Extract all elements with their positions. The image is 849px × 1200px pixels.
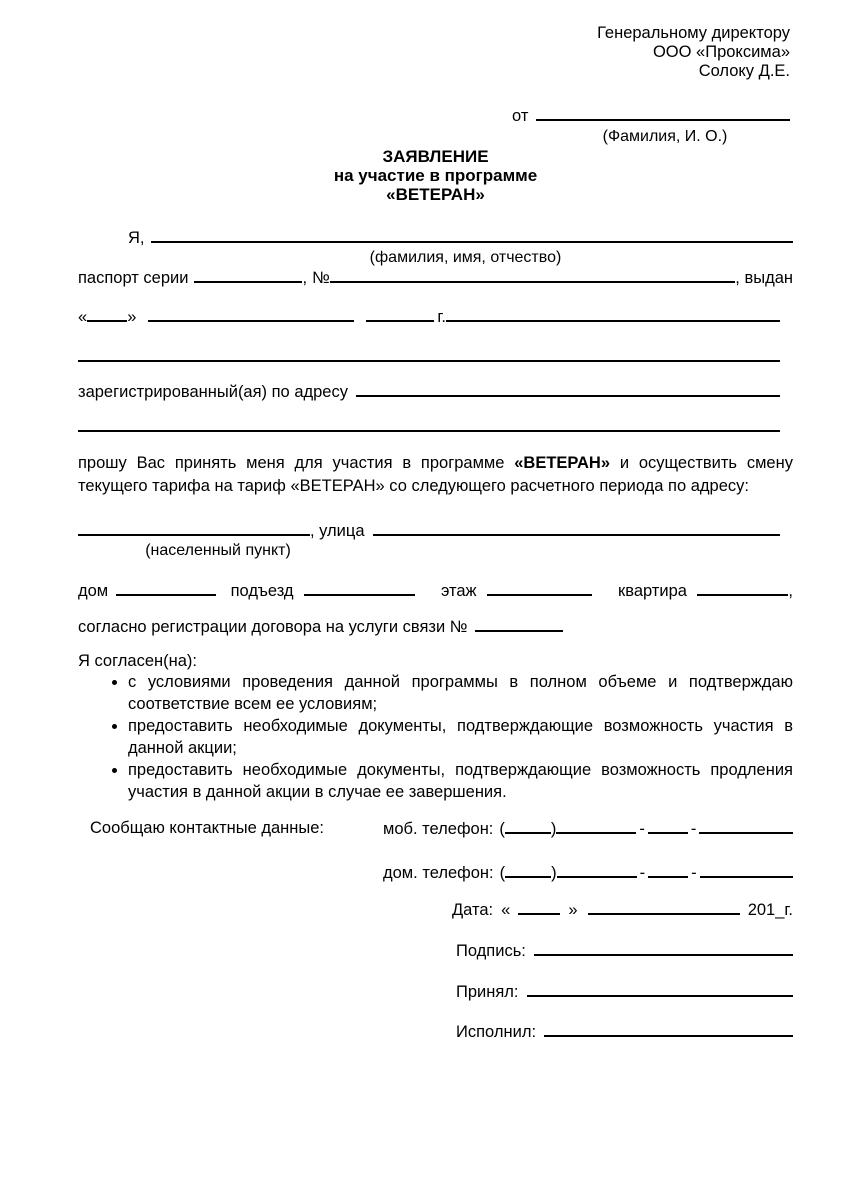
consent-item: • предоставить необходимые документы, подтверждающие возможность участия в данной акции; [128,715,793,759]
date-day-field[interactable] [518,900,560,915]
settlement-street-row [78,521,780,541]
applicant-row [78,228,793,248]
issue-day-field[interactable] [87,307,127,322]
date-row [452,900,793,920]
mobile-phone-label: моб. телефон: [383,820,494,838]
home-phone-row [383,863,793,883]
home-phone-part3-field[interactable] [700,863,793,878]
issued-by-field-2[interactable] [78,360,780,362]
mobile-phone-code-field[interactable] [505,819,551,834]
registered-address-field[interactable] [356,382,780,397]
addressee-line: ООО «Проксима» [652,43,790,61]
applicant-label: Я, [128,229,145,247]
passport-series-label: паспорт серии [78,269,189,287]
issued-by-field[interactable] [446,307,780,322]
settlement-field[interactable] [78,521,310,536]
home-phone-part2-field[interactable] [648,863,688,878]
passport-comma: , [302,269,308,287]
date-close-quote: » [568,901,578,919]
issue-month-field[interactable] [148,307,354,322]
contract-number-field[interactable] [475,617,563,632]
home-paren-close: ) [551,864,557,882]
request-text-part1: прошу Вас принять меня для участия в программе [78,454,505,472]
issue-date-open-quote: « [78,308,88,326]
apartment-label: квартира [618,582,687,600]
executed-label: Исполнил: [456,1023,537,1041]
mobile-dash-2: - [690,820,697,838]
home-phone-code-field[interactable] [505,863,551,878]
date-month-field[interactable] [588,900,740,915]
house-label: дом [78,582,109,600]
issue-year-suffix: г. [437,308,446,326]
house-field[interactable] [116,581,215,596]
settlement-caption: (населенный пункт) [145,542,291,559]
issue-year-field[interactable] [366,307,434,322]
passport-number-label: № [312,269,330,287]
entrance-field[interactable] [304,581,415,596]
date-label: Дата: [452,901,494,919]
passport-series-field[interactable] [194,268,302,283]
issue-date-row [78,307,780,327]
home-phone-label: дом. телефон: [383,864,494,882]
accepted-row [456,982,793,1002]
request-text-part2: и осуществить смену текущего тарифа на тариф «ВЕТЕРАН» со следующего расчетного периода по адресу: [78,454,793,495]
accepted-by-field[interactable] [527,982,793,997]
issue-date-close-quote: » [127,308,137,326]
contract-row [78,617,793,637]
home-phone-part1-field[interactable] [557,863,637,878]
from-block [512,106,790,146]
executed-by-field[interactable] [544,1022,793,1037]
from-label: от [512,107,529,125]
signature-label: Подпись: [456,942,526,960]
from-caption: (Фамилия, И. О.) [602,128,728,145]
passport-issued-label: , выдан [735,269,793,287]
request-program-name: «ВЕТЕРАН» [514,454,610,472]
registered-address-label: зарегистрированный(ая) по адресу [78,383,348,401]
mobile-paren-open: ( [499,820,505,838]
entrance-label: подъезд [230,582,294,600]
addressee-line: Солоку Д.Е. [698,62,790,80]
date-open-quote: « [501,901,511,919]
floor-field[interactable] [487,581,592,596]
signature-row [456,941,793,961]
document-title [78,147,793,204]
house-row-comma: , [788,582,794,600]
applicant-name-field[interactable] [151,228,794,243]
consent-item: • с условиями проведения данной программы в полном объеме и подтверждаю соответствие всем ее условиям; [128,671,793,715]
home-dash-1: - [639,864,646,882]
street-field[interactable] [373,521,780,536]
title-line-3: «ВЕТЕРАН» [386,185,485,204]
street-label: , улица [310,522,365,540]
executed-row [456,1022,793,1042]
accepted-label: Принял: [456,983,519,1001]
consent-item: • предоставить необходимые документы, подтверждающие возможность продления участия в данной акции в случае ее завершения. [128,759,793,803]
addressee-line: Генеральному директору [597,24,790,42]
contacts-label: Сообщаю контактные данные: [90,819,325,837]
date-year-suffix: 201_г. [747,901,793,919]
mobile-phone-part2-field[interactable] [648,819,688,834]
from-name-field[interactable] [536,106,790,121]
mobile-phone-row [383,819,793,839]
title-line-1: ЗАЯВЛЕНИЕ [382,147,489,166]
mobile-paren-close: ) [550,820,557,838]
contract-label: согласно регистрации договора на услуги связи № [78,618,468,636]
floor-label: этаж [440,582,477,600]
applicant-caption: (фамилия, имя, отчество) [369,249,562,266]
apartment-field[interactable] [697,581,788,596]
home-dash-2: - [691,864,697,882]
house-row [78,581,793,601]
request-paragraph [78,452,793,498]
registered-address-row [78,382,780,402]
addressee-block [597,24,790,81]
consent-block [78,652,793,803]
consent-label: Я согласен(на): [78,652,197,670]
signature-field[interactable] [534,941,793,956]
mobile-dash-1: - [639,820,645,838]
mobile-phone-part1-field[interactable] [556,819,636,834]
home-paren-open: ( [499,864,506,882]
passport-number-field[interactable] [330,268,736,283]
mobile-phone-part3-field[interactable] [699,819,793,834]
registered-address-field-2[interactable] [78,430,780,432]
passport-row [78,268,793,288]
title-line-2: на участие в программе [333,166,538,185]
